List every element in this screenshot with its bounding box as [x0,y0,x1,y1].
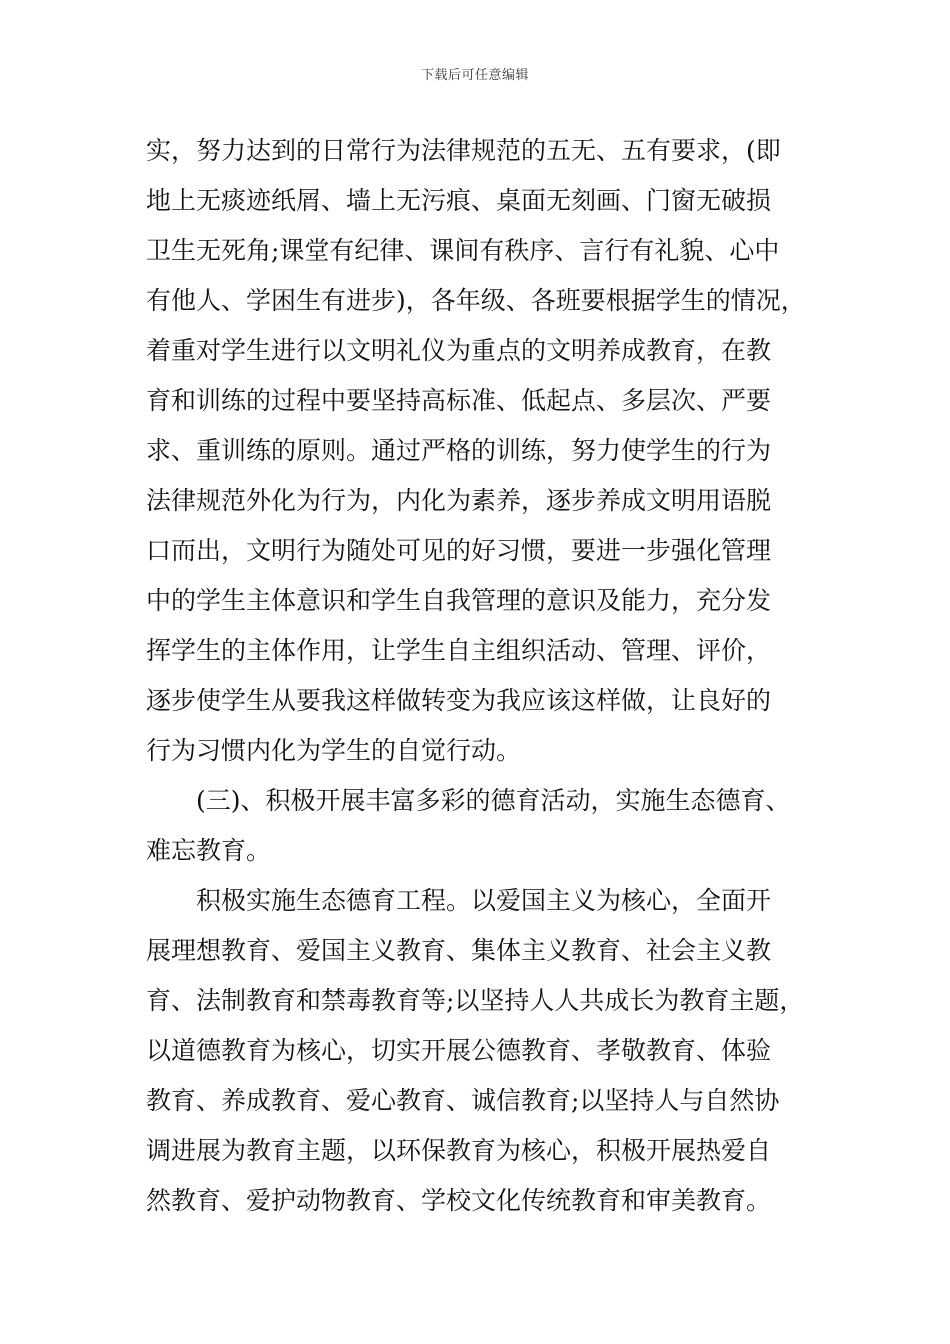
text-line: 育、法制教育和禁毒教育等;以坚持人人共成长为教育主题， [146,986,805,1015]
text-line: 法律规范外化为行为，内化为素养，逐步养成文明用语脱 [146,486,772,515]
text-line: 地上无痰迹纸屑、墙上无污痕、桌面无刻画、门窗无破损 [146,186,772,215]
text-line: 中的学生主体意识和学生自我管理的意识及能力，充分发 [146,586,772,615]
page-header: 下载后可任意编辑 [420,68,529,83]
text-line: 以道德教育为核心，切实开展公德教育、孝敬教育、体验 [146,1036,772,1065]
text-line: 展理想教育、爱国主义教育、集体主义教育、社会主义教 [146,936,772,965]
section-heading-line: (三)、积极开展丰富多彩的德育活动，实施生态德育、 [196,786,791,815]
text-line: 着重对学生进行以文明礼仪为重点的文明养成教育，在教 [146,336,772,365]
text-line: 求、重训练的原则。通过严格的训练，努力使学生的行为 [146,436,772,465]
text-line: 口而出，文明行为随处可见的好习惯，要进一步强化管理 [146,536,772,565]
paragraph-start-line: 积极实施生态德育工程。以爱国主义为核心，全面开 [196,886,772,915]
text-line: 行为习惯内化为学生的自觉行动。 [146,736,522,765]
text-line: 有他人、学困生有进步)，各年级、各班要根据学生的情况， [146,286,806,315]
section-heading-line: 难忘教育。 [146,836,272,865]
text-line: 挥学生的主体作用，让学生自主组织活动、管理、评价， [146,636,772,665]
text-line: 教育、养成教育、爱心教育、诚信教育;以坚持人与自然协 [146,1086,780,1115]
document-body [146,126,818,1226]
text-line: 逐步使学生从要我这样做转变为我应该这样做，让良好的 [146,686,772,715]
text-line: 育和训练的过程中要坚持高标准、低起点、多层次、严要 [146,386,772,415]
text-line: 卫生无死角;课堂有纪律、课间有秩序、言行有礼貌、心中 [146,236,780,265]
text-line: 调进展为教育主题，以环保教育为核心，积极开展热爱自 [146,1136,772,1165]
text-line: 然教育、爱护动物教育、学校文化传统教育和审美教育。 [146,1186,772,1215]
text-line: 实，努力达到的日常行为法律规范的五无、五有要求，(即 [146,136,781,165]
